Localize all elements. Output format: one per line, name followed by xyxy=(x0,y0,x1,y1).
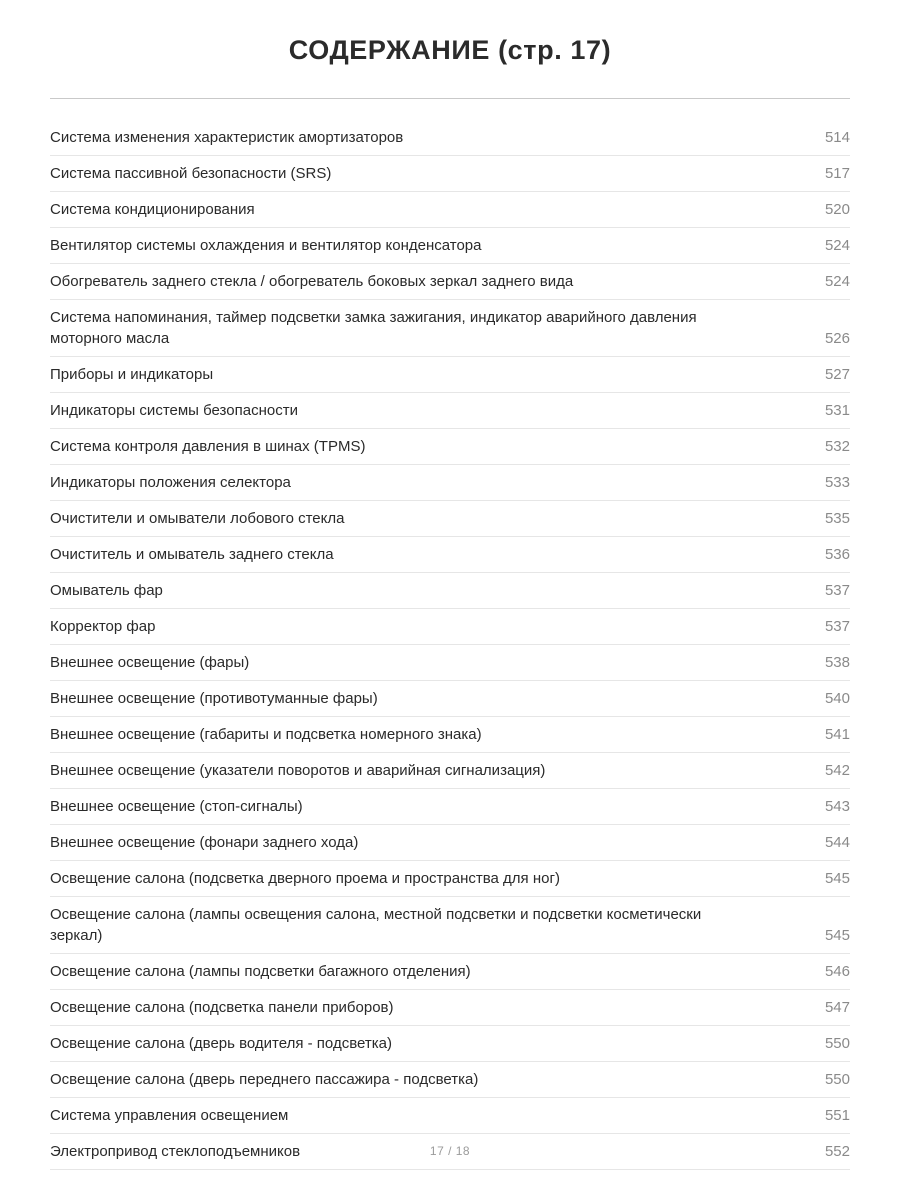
toc-entry[interactable] xyxy=(50,861,850,897)
toc-entry-page-number: 536 xyxy=(824,545,850,563)
page-footer: 17 / 18 xyxy=(429,1144,471,1158)
toc-entry-title: Очиститель и омыватель заднего стекла xyxy=(50,545,334,563)
toc-entry-title: Освещение салона (дверь переднего пассажира - подсветка) xyxy=(50,1070,479,1088)
toc-entry-page-number: 552 xyxy=(824,1142,850,1160)
toc-entry[interactable] xyxy=(50,717,850,753)
toc-entry-title: Электропривод стеклоподъемников xyxy=(50,1142,301,1160)
toc-entry[interactable] xyxy=(50,753,850,789)
toc-entry-title: Освещение салона (подсветка панели приборов) xyxy=(50,998,394,1016)
toc-entry-title: Очистители и омыватели лобового стекла xyxy=(50,509,345,527)
toc-entry-title: Омыватель фар xyxy=(50,581,163,599)
toc-entry-page-number: 547 xyxy=(824,998,850,1016)
page-title: СОДЕРЖАНИЕ (стр. 17) xyxy=(288,35,612,65)
toc-entry[interactable] xyxy=(50,156,850,192)
toc-entry[interactable] xyxy=(50,1062,850,1098)
toc-entry[interactable] xyxy=(50,393,850,429)
toc-entry[interactable] xyxy=(50,357,850,393)
toc-entry-page-number: 544 xyxy=(824,833,850,851)
toc-entry-page-number: 541 xyxy=(824,725,850,743)
toc-entry[interactable] xyxy=(50,501,850,537)
header-divider xyxy=(50,98,850,99)
toc-entry[interactable] xyxy=(50,789,850,825)
toc-entry-page-number: 514 xyxy=(824,128,850,146)
toc-entry-title: Система изменения характеристик амортизаторов xyxy=(50,128,404,146)
table-of-contents xyxy=(50,121,850,1170)
toc-entry-page-number: 543 xyxy=(824,797,850,815)
toc-entry-title: Внешнее освещение (указатели поворотов и аварийная сигнализация) xyxy=(50,761,546,779)
toc-entry-title: Внешнее освещение (фары) xyxy=(50,653,250,671)
toc-entry-page-number: 550 xyxy=(824,1070,850,1088)
toc-entry-title: Система напоминания, таймер подсветки замка зажигания, индикатор аварийного давления моторного масла xyxy=(50,308,697,347)
toc-entry-title: Обогреватель заднего стекла / обогреватель боковых зеркал заднего вида xyxy=(50,272,574,290)
toc-entry[interactable] xyxy=(50,121,850,156)
toc-entry-page-number: 524 xyxy=(824,236,850,254)
toc-entry-title: Система контроля давления в шинах (TPMS) xyxy=(50,437,366,455)
toc-entry-title: Вентилятор системы охлаждения и вентилятор конденсатора xyxy=(50,236,482,254)
toc-entry-title: Система управления освещением xyxy=(50,1106,289,1124)
toc-entry-page-number: 532 xyxy=(824,437,850,455)
toc-entry-page-number: 527 xyxy=(824,365,850,383)
toc-entry[interactable] xyxy=(50,228,850,264)
toc-entry-title: Освещение салона (подсветка дверного проема и пространства для ног) xyxy=(50,869,560,887)
toc-entry-page-number: 542 xyxy=(824,761,850,779)
toc-entry[interactable] xyxy=(50,1098,850,1134)
toc-entry[interactable] xyxy=(50,990,850,1026)
toc-entry-title: Внешнее освещение (стоп-сигналы) xyxy=(50,797,303,815)
toc-entry-page-number: 524 xyxy=(824,272,850,290)
toc-entry-title: Освещение салона (лампы подсветки багажного отделения) xyxy=(50,962,471,980)
toc-entry[interactable] xyxy=(50,825,850,861)
toc-entry-title: Система пассивной безопасности (SRS) xyxy=(50,164,332,182)
toc-entry[interactable] xyxy=(50,264,850,300)
toc-entry-page-number: 537 xyxy=(824,617,850,635)
toc-entry[interactable] xyxy=(50,537,850,573)
toc-entry-title: Корректор фар xyxy=(50,617,156,635)
toc-entry-title: Освещение салона (дверь водителя - подсветка) xyxy=(50,1034,392,1052)
toc-entry[interactable] xyxy=(50,573,850,609)
toc-entry[interactable] xyxy=(50,681,850,717)
toc-entry-title: Система кондиционирования xyxy=(50,200,255,218)
toc-entry-title: Внешнее освещение (противотуманные фары) xyxy=(50,689,378,707)
toc-entry[interactable] xyxy=(50,465,850,501)
toc-entry-page-number: 517 xyxy=(824,164,850,182)
toc-entry-title: Приборы и индикаторы xyxy=(50,365,214,383)
toc-entry-title: Освещение салона (лампы освещения салона, местной подсветки и подсветки косметически зеркал) xyxy=(50,905,702,944)
toc-entry[interactable] xyxy=(50,300,850,357)
toc-entry-title: Внешнее освещение (фонари заднего хода) xyxy=(50,833,359,851)
toc-entry[interactable] xyxy=(50,429,850,465)
toc-entry[interactable] xyxy=(50,954,850,990)
toc-entry-page-number: 533 xyxy=(824,473,850,491)
toc-entry-page-number: 545 xyxy=(824,869,850,887)
toc-entry[interactable] xyxy=(50,897,850,954)
toc-entry-page-number: 526 xyxy=(824,329,850,347)
toc-entry-page-number: 520 xyxy=(824,200,850,218)
toc-entry[interactable] xyxy=(50,192,850,228)
toc-entry-page-number: 551 xyxy=(824,1106,850,1124)
toc-entry-page-number: 550 xyxy=(824,1034,850,1052)
toc-entry-page-number: 538 xyxy=(824,653,850,671)
toc-entry[interactable] xyxy=(50,609,850,645)
toc-entry-page-number: 535 xyxy=(824,509,850,527)
toc-entry-title: Индикаторы положения селектора xyxy=(50,473,291,491)
toc-entry-page-number: 531 xyxy=(824,401,850,419)
toc-entry[interactable] xyxy=(50,645,850,681)
toc-entry-page-number: 537 xyxy=(824,581,850,599)
toc-entry-page-number: 540 xyxy=(824,689,850,707)
toc-entry[interactable] xyxy=(50,1026,850,1062)
toc-entry-title: Внешнее освещение (габариты и подсветка номерного знака) xyxy=(50,725,482,743)
toc-entry-page-number: 546 xyxy=(824,962,850,980)
toc-entry-page-number: 545 xyxy=(824,926,850,944)
toc-entry-title: Индикаторы системы безопасности xyxy=(50,401,298,419)
